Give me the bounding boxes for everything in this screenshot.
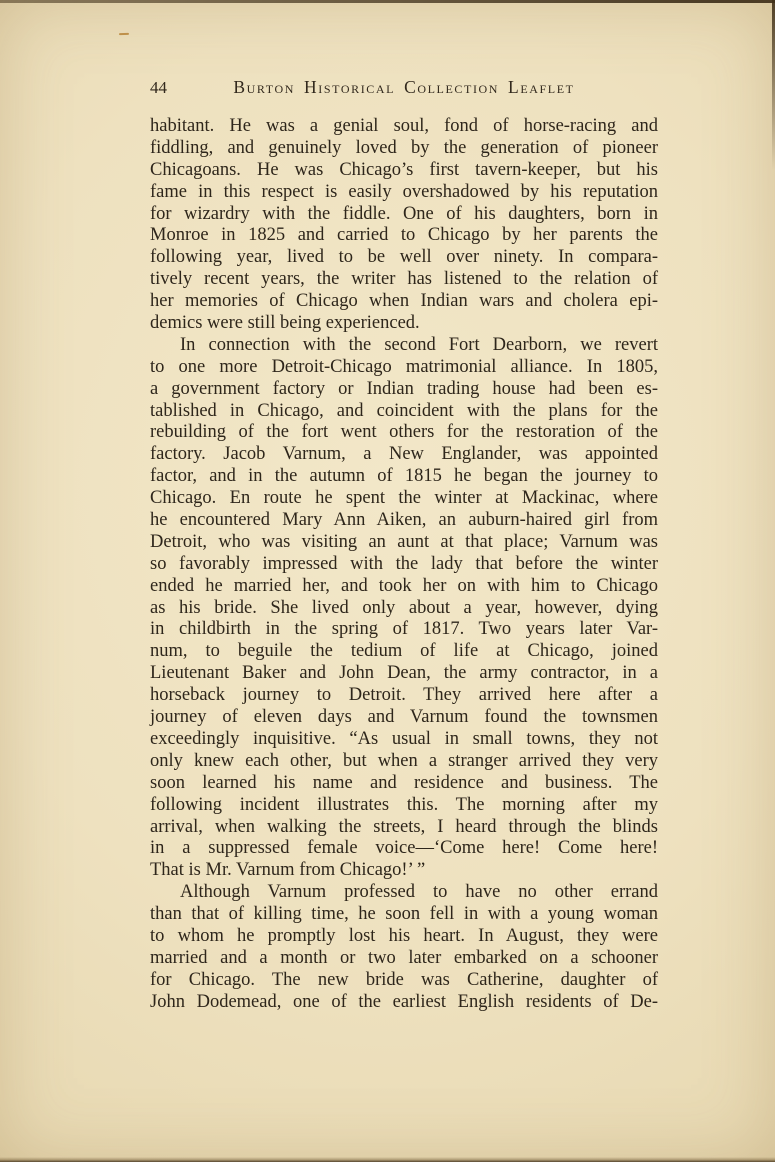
text-line: In connection with the second Fort Dearborn, we revert <box>180 334 658 355</box>
text-line: arrival, when walking the streets, I heard through the blinds <box>150 816 658 837</box>
text-line: tively recent years, the writer has listened to the relation of <box>150 269 658 290</box>
text-line: so favorably impressed with the lady that before the winter <box>150 553 658 574</box>
text-line: fame in this respect is easily overshadowed by his reputation <box>150 181 658 202</box>
text-line: following incident illustrates this. The morning after my <box>150 794 658 815</box>
running-header <box>150 77 658 97</box>
text-line: in childbirth in the spring of 1817. Two years later Var- <box>150 619 658 640</box>
scan-artifact-dash <box>119 33 129 35</box>
text-line: tablished in Chicago, and coincident with the plans for the <box>150 400 658 421</box>
text-line: as his bride. She lived only about a year, however, dying <box>150 597 658 618</box>
text-line: Detroit, who was visiting an aunt at that place; Varnum was <box>150 531 658 552</box>
text-line: horseback journey to Detroit. They arrived here after a <box>150 685 658 706</box>
text-line: habitant. He was a genial soul, fond of horse-racing and <box>150 116 658 136</box>
text-line: num, to beguile the tedium of life at Chicago, joined <box>150 641 658 662</box>
text-line: journey of eleven days and Varnum found the townsmen <box>150 707 658 728</box>
text-line: a government factory or Indian trading house had been es- <box>150 378 658 399</box>
text-line: Chicago. En route he spent the winter at Mackinac, where <box>150 488 658 509</box>
text-line: exceedingly inquisitive. “As usual in small towns, they not <box>150 728 658 749</box>
text-line: her memories of Chicago when Indian wars and cholera epi- <box>150 291 658 312</box>
text-line: Although Varnum professed to have no other errand <box>180 882 658 903</box>
text-line: Monroe in 1825 and carried to Chicago by her parents the <box>150 225 658 246</box>
text-line: Lieutenant Baker and John Dean, the army contractor, in a <box>150 663 658 684</box>
text-line: factory. Jacob Varnum, a New Englander, was appointed <box>150 444 658 465</box>
text-line: demics were still being experienced. <box>150 313 420 334</box>
page-number: 44 <box>150 78 167 97</box>
text-line: than that of killing time, he soon fell in with a young woman <box>150 904 658 925</box>
bottom-scan-edge <box>0 1157 775 1162</box>
text-line: married and a month or two later embarked on a schooner <box>150 947 658 968</box>
text-line: ended he married her, and took her on with him to Chicago <box>150 575 658 596</box>
text-line: factor, and in the autumn of 1815 he began the journey to <box>150 466 658 487</box>
text-line: he encountered Mary Ann Aiken, an auburn-haired girl from <box>150 510 658 531</box>
text-line: following year, lived to be well over ninety. In compara- <box>150 247 658 268</box>
header-title: Burton Historical Collection Leaflet <box>233 77 575 97</box>
text-block <box>150 116 658 1014</box>
paragraph <box>150 335 658 882</box>
text-line: for wizardry with the fiddle. One of his daughters, born in <box>150 203 658 224</box>
text-line: fiddling, and genuinely loved by the generation of pioneer <box>150 137 658 158</box>
top-scan-edge <box>0 0 775 3</box>
text-line: for Chicago. The new bride was Catherine, daughter of <box>150 969 658 990</box>
text-line: to one more Detroit-Chicago matrimonial alliance. In 1805, <box>150 356 658 377</box>
text-line: soon learned his name and residence and business. The <box>150 772 658 793</box>
text-line: That is Mr. Varnum from Chicago!’ ” <box>150 860 426 881</box>
text-line: only knew each other, but when a stranger arrived they very <box>150 750 658 771</box>
text-line: Chicagoans. He was Chicago’s first tavern-keeper, but his <box>150 159 658 180</box>
text-line: rebuilding of the fort went others for the restoration of the <box>150 422 658 443</box>
text-line: in a suppressed female voice—‘Come here! Come here! <box>150 838 658 859</box>
paragraph <box>150 882 658 1013</box>
paragraph <box>150 116 658 335</box>
text-line: to whom he promptly lost his heart. In August, they were <box>150 925 658 946</box>
text-line: John Dodemead, one of the earliest English residents of De- <box>150 991 658 1012</box>
